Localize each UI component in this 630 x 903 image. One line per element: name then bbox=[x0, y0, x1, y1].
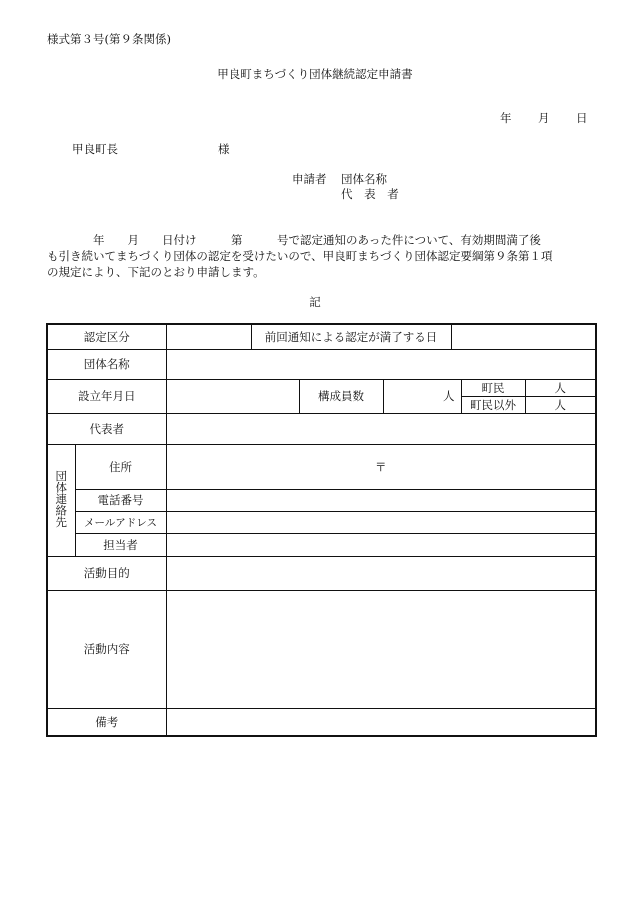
tantosha-label: 担当者 bbox=[75, 533, 166, 556]
biko-field[interactable] bbox=[166, 708, 596, 736]
row-katsudo-naiyo bbox=[47, 590, 596, 708]
katsudo-mokuteki-label: 活動目的 bbox=[47, 556, 166, 590]
body-line: も引き続いてまちづくり団体の認定を受けたいので、甲良町まちづくり団体認定要綱第９条第１項 bbox=[47, 249, 553, 263]
katsudo-naiyo-field[interactable] bbox=[166, 590, 596, 708]
chomin-igai-label: 町民以外 bbox=[461, 396, 525, 413]
body-line: の規定により、下記のとおり申請します。 bbox=[47, 265, 265, 279]
representative-label: 代 表 者 bbox=[341, 187, 403, 201]
date-month-label: 月 bbox=[538, 111, 550, 125]
chomin-count-unit: 人 bbox=[525, 379, 596, 396]
row-denwa bbox=[47, 489, 596, 511]
row-mail bbox=[47, 511, 596, 533]
body-text bbox=[47, 232, 592, 280]
setsuritsu-field[interactable] bbox=[166, 379, 299, 413]
jusho-label: 住所 bbox=[75, 444, 166, 489]
row-daihyosha bbox=[47, 413, 596, 444]
kouseiin-label: 構成員数 bbox=[299, 379, 383, 413]
contact-group-label: 団体連絡先 bbox=[47, 444, 75, 556]
date-day-label: 日 bbox=[576, 111, 588, 125]
addressee-honorific: 様 bbox=[218, 142, 230, 156]
row-biko bbox=[47, 708, 596, 736]
previous-notice-field[interactable] bbox=[451, 324, 596, 349]
daihyosha-label: 代表者 bbox=[47, 413, 166, 444]
ki-heading: 記 bbox=[309, 295, 321, 309]
row-dantai-meisho bbox=[47, 349, 596, 379]
denwa-label: 電話番号 bbox=[75, 489, 166, 511]
nintei-kubun-field[interactable] bbox=[166, 324, 251, 349]
mail-field[interactable] bbox=[166, 511, 596, 533]
previous-notice-label: 前回通知による認定が満了する日 bbox=[251, 324, 451, 349]
date-year-label: 年 bbox=[500, 111, 512, 125]
daihyosha-field[interactable] bbox=[166, 413, 596, 444]
addressee: 甲良町長 bbox=[72, 142, 118, 156]
denwa-field[interactable] bbox=[166, 489, 596, 511]
row-setsuritsu bbox=[47, 379, 596, 396]
katsudo-naiyo-label: 活動内容 bbox=[47, 590, 166, 708]
dantai-meisho-label: 団体名称 bbox=[47, 349, 166, 379]
dantai-meisho-field[interactable] bbox=[166, 349, 596, 379]
setsuritsu-label: 設立年月日 bbox=[47, 379, 166, 413]
applicant-label: 申請者 bbox=[292, 172, 327, 186]
biko-label: 備考 bbox=[47, 708, 166, 736]
postal-mark: 〒 bbox=[375, 459, 387, 474]
chomin-igai-count-unit: 人 bbox=[525, 396, 596, 413]
chomin-label: 町民 bbox=[461, 379, 525, 396]
application-form-table bbox=[46, 323, 597, 737]
kouseiin-total-unit: 人 bbox=[383, 379, 461, 413]
jusho-field[interactable] bbox=[166, 444, 596, 489]
form-number: 様式第３号(第９条関係) bbox=[47, 32, 171, 46]
row-katsudo-mokuteki bbox=[47, 556, 596, 590]
document-title: 甲良町まちづくり団体継続認定申請書 bbox=[217, 67, 413, 81]
nintei-kubun-label: 認定区分 bbox=[47, 324, 166, 349]
org-name-label: 団体名称 bbox=[341, 172, 387, 186]
tantosha-field[interactable] bbox=[166, 533, 596, 556]
katsudo-mokuteki-field[interactable] bbox=[166, 556, 596, 590]
row-nintei-kubun bbox=[47, 324, 596, 349]
row-jusho bbox=[47, 444, 596, 489]
body-line: 年 月 日付け 第 号で認定通知のあった件について、有効期間満了後 bbox=[47, 233, 541, 247]
row-tantosha bbox=[47, 533, 596, 556]
mail-label: メールアドレス bbox=[75, 511, 166, 533]
